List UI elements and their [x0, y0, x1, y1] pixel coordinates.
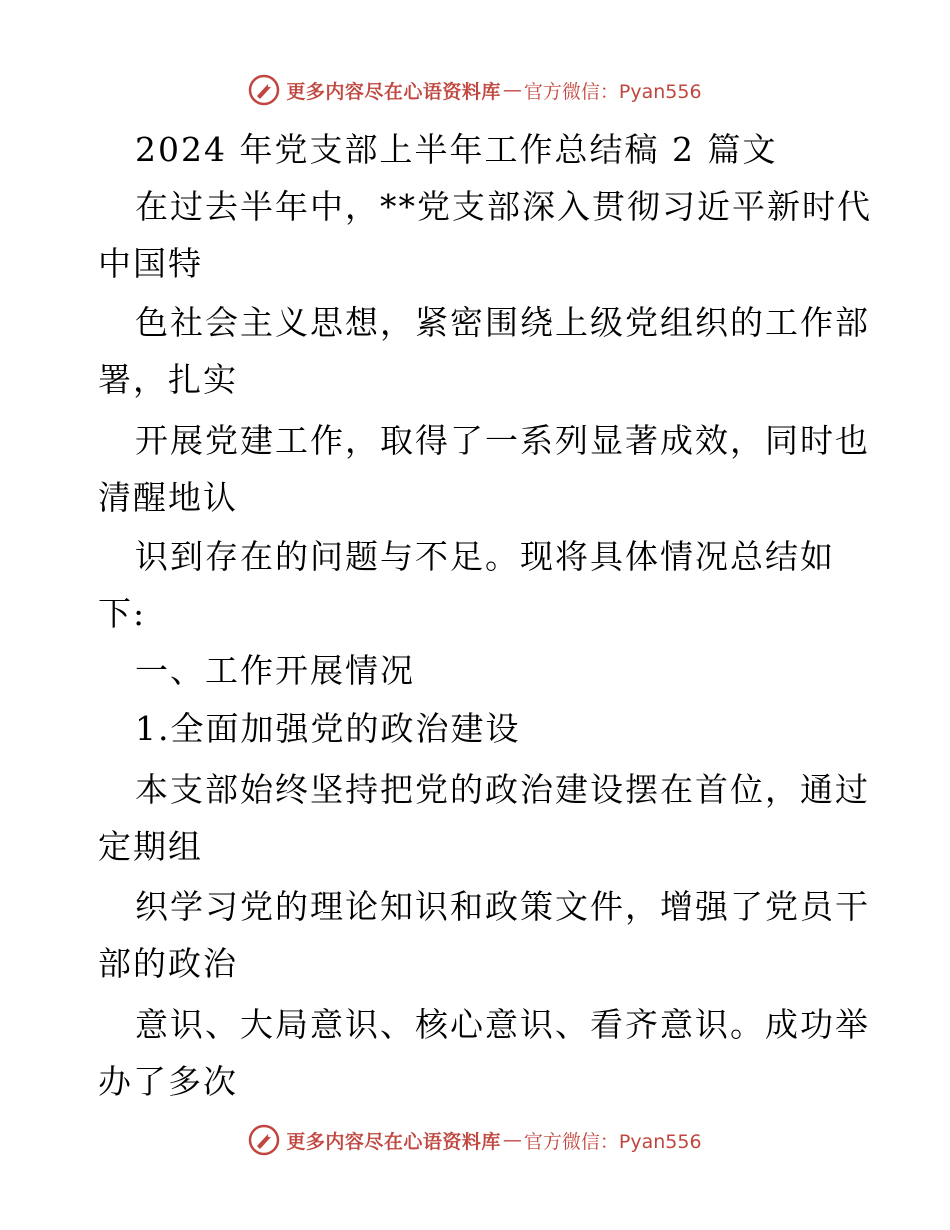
footer-watermark-banner — [0, 1120, 950, 1160]
paragraph-line: 办了多次 — [98, 1062, 238, 1101]
header-watermark-banner — [0, 70, 950, 110]
paragraph-line: 本支部始终坚持把党的政治建设摆在首位，通过 — [135, 770, 870, 809]
paragraph-line: 开展党建工作，取得了一系列显著成效，同时也 — [135, 421, 870, 460]
paragraph-line: 色社会主义思想，紧密围绕上级党组织的工作部 — [135, 303, 870, 342]
paragraph-line: 中国特 — [98, 244, 203, 283]
banner-wechat-text: 官方微信：Pyan556 — [523, 1130, 702, 1153]
paragraph-line: 署，扎实 — [98, 360, 238, 399]
pen-nib-logo-icon — [248, 1124, 280, 1156]
paragraph-line: 清醒地认 — [98, 478, 238, 517]
paragraph-line: 下: — [98, 594, 147, 633]
subsection-heading: 1.全面加强党的政治建设 — [135, 709, 521, 748]
document-title: 2024 年党支部上半年工作总结稿 2 篇文 — [135, 130, 778, 169]
paragraph-line: 在过去半年中，**党支部深入贯彻习近平新时代 — [135, 187, 872, 226]
section-heading: 一、工作开展情况 — [135, 651, 415, 690]
banner-brand-text: 更多内容尽在心语资料库 — [286, 80, 501, 103]
paragraph-line: 定期组 — [98, 827, 203, 866]
paragraph-line: 织学习党的理论知识和政策文件，增强了党员干 — [135, 887, 870, 926]
banner-wechat-text: 官方微信：Pyan556 — [523, 80, 702, 103]
paragraph-line: 识到存在的问题与不足。现将具体情况总结如 — [135, 537, 835, 576]
banner-brand-text: 更多内容尽在心语资料库 — [286, 1130, 501, 1153]
banner-dash: — — [502, 79, 522, 101]
paragraph-line: 意识、大局意识、核心意识、看齐意识。成功举 — [135, 1005, 870, 1044]
paragraph-line: 部的政治 — [98, 944, 238, 983]
pen-nib-logo-icon — [248, 74, 280, 106]
banner-dash: — — [502, 1129, 522, 1151]
